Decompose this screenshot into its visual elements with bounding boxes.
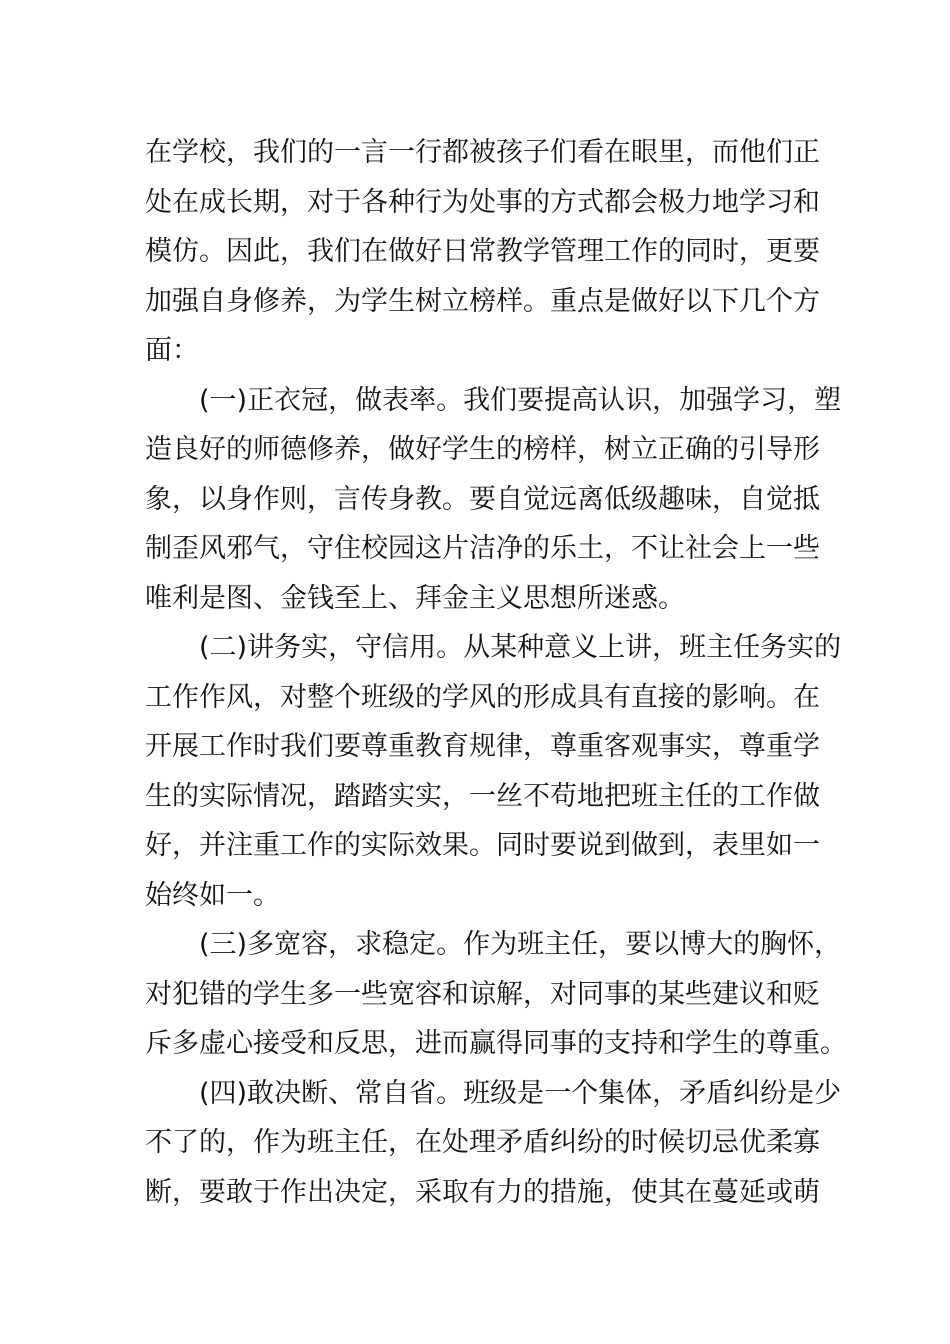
text-line: 面： bbox=[145, 335, 199, 366]
text-line: 斥多虚心接受和反思，进而赢得同事的支持和学生的尊重。 bbox=[145, 1028, 847, 1059]
text-line: 造良好的师德修养，做好学生的榜样，树立正确的引导形 bbox=[145, 434, 820, 465]
text-line: (三)多宽容，求稳定。作为班主任，要以博大的胸怀， bbox=[199, 929, 842, 960]
paragraph-point-4 bbox=[145, 1069, 842, 1218]
text-line: 制歪风邪气，守住校园这片洁净的乐土，不让社会上一些 bbox=[145, 533, 820, 564]
text-line: 生的实际情况，踏踏实实，一丝不苟地把班主任的工作做 bbox=[145, 780, 820, 812]
text-line: (一)正衣冠，做表率。我们要提高认识，加强学习，塑 bbox=[199, 384, 842, 416]
paragraph-point-2 bbox=[145, 623, 842, 920]
paragraph-intro bbox=[145, 128, 820, 376]
text-line: 工作作风，对整个班级的学风的形成具有直接的影响。在 bbox=[145, 681, 820, 713]
paragraph-point-1 bbox=[145, 376, 842, 624]
text-line: (四)敢决断、常自省。班级是一个集体，矛盾纠纷是少 bbox=[199, 1077, 842, 1109]
text-line: 加强自身修养，为学生树立榜样。重点是做好以下几个方 bbox=[145, 285, 820, 317]
text-line: 断，要敢于作出决定，采取有力的措施，使其在蔓延或萌 bbox=[145, 1176, 820, 1208]
text-line: 模仿。因此，我们在做好日常教学管理工作的同时，更要 bbox=[145, 236, 820, 267]
text-line: 开展工作时我们要尊重教育规律，尊重客观事实，尊重学 bbox=[145, 731, 820, 762]
text-line: 唯利是图、金钱至上、拜金主义思想所迷惑。 bbox=[145, 582, 685, 614]
text-line: (二)讲务实，守信用。从某种意义上讲，班主任务实的 bbox=[199, 632, 842, 663]
text-line: 象，以身作则，言传身教。要自觉远离低级趣味，自觉抵 bbox=[145, 483, 820, 515]
text-line: 在学校，我们的一言一行都被孩子们看在眼里，而他们正 bbox=[145, 137, 820, 168]
body-text bbox=[145, 128, 847, 1217]
text-line: 不了的，作为班主任，在处理矛盾纠纷的时候切忌优柔寡 bbox=[145, 1127, 820, 1158]
text-line: 好，并注重工作的实际效果。同时要说到做到，表里如一 bbox=[145, 830, 820, 861]
text-line: 对犯错的学生多一些宽容和谅解，对同事的某些建议和贬 bbox=[145, 978, 820, 1010]
text-line: 始终如一。 bbox=[145, 879, 280, 911]
paragraph-point-3 bbox=[145, 920, 847, 1069]
text-line: 处在成长期，对于各种行为处事的方式都会极力地学习和 bbox=[145, 186, 820, 218]
